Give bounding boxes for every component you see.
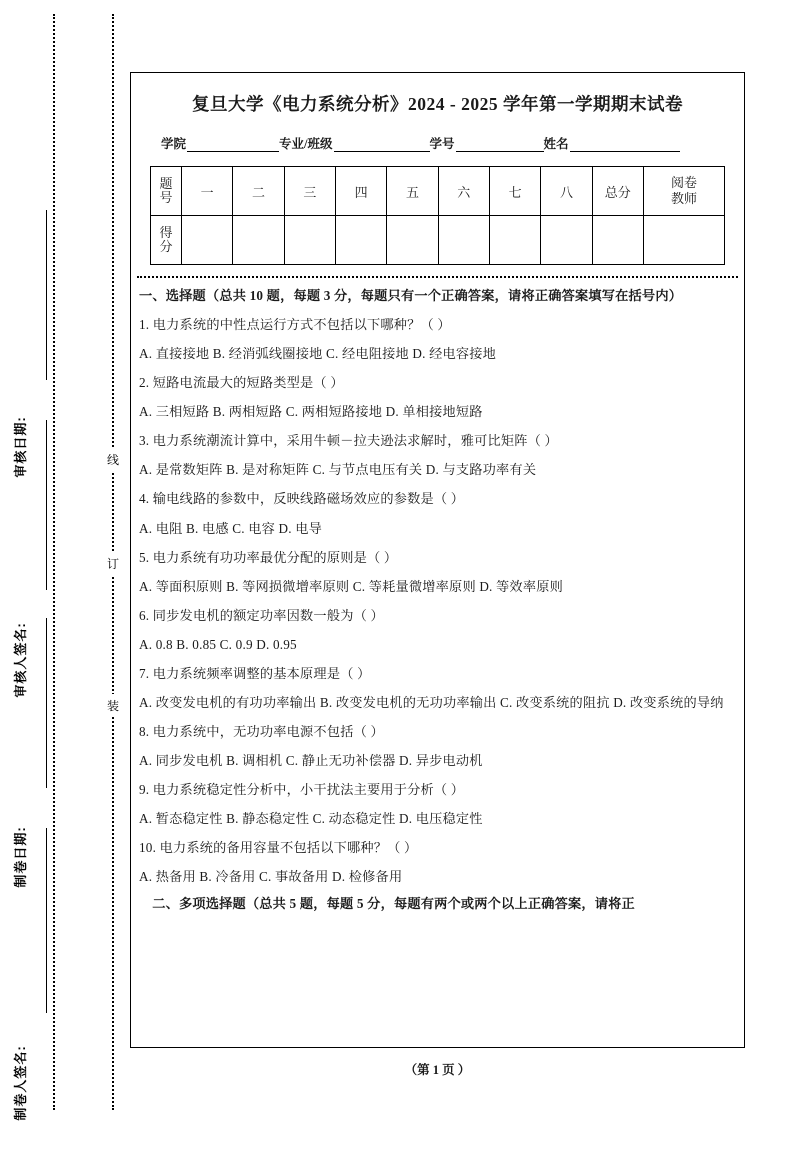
score-table-row-label-score [151, 216, 182, 265]
question-6-options: A. 0.8 B. 0.85 C. 0.9 D. 0.95 [139, 636, 297, 652]
score-col-total: 总分 [592, 167, 643, 216]
question-10-text: 10. 电力系统的备用容量不包括以下哪种？（ ） [139, 840, 418, 856]
question-9-text: 9. 电力系统稳定性分析中，小干扰法主要用于分析（ ） [139, 782, 465, 798]
field-college-blank[interactable] [187, 138, 279, 152]
outer-dotted-rule [53, 14, 55, 1110]
row-label-score-line1: 得 [159, 225, 173, 241]
question-10-options: A. 热备用 B. 冷备用 C. 事故备用 D. 检修备用 [139, 869, 403, 885]
field-major-class-label: 专业/班级 [279, 137, 333, 151]
score-col-4: 四 [335, 167, 386, 216]
field-student-id-label: 学号 [429, 137, 455, 151]
score-col-7: 七 [489, 167, 540, 216]
question-5-text: 5. 电力系统有功功率最优分配的原则是（ ） [139, 549, 398, 565]
field-college[interactable] [161, 134, 279, 152]
question-3-text: 3. 电力系统潮流计算中，采用牛顿－拉夫逊法求解时，雅可比矩阵（ ） [139, 433, 558, 449]
score-col-6: 六 [438, 167, 489, 216]
question-4-text: 4. 输电线路的参数中，反映线路磁场效应的参数是（ ） [139, 491, 465, 507]
score-cell-grader[interactable] [644, 216, 725, 265]
score-col-grader [644, 167, 725, 216]
field-major-class-blank[interactable] [334, 138, 430, 152]
exam-paper-frame [130, 72, 745, 1048]
dotted-divider [137, 276, 738, 278]
score-cell-1[interactable] [182, 216, 233, 265]
score-cell-3[interactable] [284, 216, 335, 265]
question-9-options: A. 暂态稳定性 B. 静态稳定性 C. 动态稳定性 D. 电压稳定性 [139, 811, 483, 827]
seal-char-ding: 订 [105, 552, 121, 575]
page-footer: （第 1 页 ） [404, 1063, 471, 1077]
field-name[interactable] [544, 134, 680, 152]
score-col-1: 一 [182, 167, 233, 216]
row-label-score-line2: 分 [159, 239, 173, 254]
score-table-header-row [151, 167, 725, 216]
score-col-5: 五 [387, 167, 438, 216]
question-5-options: A. 等面积原则 B. 等网损微增率原则 C. 等耗量微增率原则 D. 等效率原则 [139, 578, 563, 594]
field-student-id-blank[interactable] [456, 138, 544, 152]
question-8-text: 8. 电力系统中，无功功率电源不包括（ ） [139, 723, 384, 739]
score-col-3: 三 [284, 167, 335, 216]
section-heading-1: 一、选择题（总共 10 题，每题 3 分，每题只有一个正确答案，请将正确答案填写在括号内） [139, 288, 683, 303]
question-3-options: A. 是常数矩阵 B. 是对称矩阵 C. 与节点电压有关 D. 与支路功率有关 [139, 462, 537, 478]
question-7-options: A. 改变发电机的有功功率输出 B. 改变发电机的无功功率输出 C. 改变系统的阻抗 D. 改变系统的导纳 [139, 694, 724, 710]
margin-rule-2 [46, 420, 47, 590]
score-cell-5[interactable] [387, 216, 438, 265]
score-cell-2[interactable] [233, 216, 284, 265]
score-cell-6[interactable] [438, 216, 489, 265]
question-1-text: 1. 电力系统的中性点运行方式不包括以下哪种？（ ） [139, 317, 451, 333]
sealing-margin [0, 0, 130, 1122]
score-table [150, 166, 725, 265]
score-col-8: 八 [541, 167, 592, 216]
seal-char-zhuang: 装 [105, 694, 121, 717]
field-student-id[interactable] [430, 134, 544, 152]
question-2-options: A. 三相短路 B. 两相短路 C. 两相短路接地 D. 单相接地短路 [139, 404, 483, 420]
margin-label-produce-date: 制卷日期: [13, 826, 28, 888]
margin-label-reviewer-signature: 审核人签名: [13, 622, 28, 698]
row-label-question-line1: 题 [159, 176, 173, 192]
score-col-2: 二 [233, 167, 284, 216]
row-label-question-line2: 号 [159, 190, 173, 205]
score-cell-7[interactable] [489, 216, 540, 265]
margin-label-producer-signature: 制卷人签名: [13, 1045, 28, 1121]
page-title: 复旦大学《电力系统分析》2024 - 2025 学年第一学期期末试卷 [192, 94, 683, 114]
student-info-line [161, 134, 730, 152]
section-heading-2: 二、多项选择题（总共 5 题，每题 5 分，每题有两个或两个以上正确答案，请将正 [152, 896, 635, 912]
question-body [139, 286, 736, 914]
margin-rule-1 [46, 210, 47, 380]
score-cell-4[interactable] [335, 216, 386, 265]
score-table-value-row [151, 216, 725, 265]
margin-label-review-date: 审核日期: [13, 416, 28, 478]
grader-label-line1: 阅卷 [670, 174, 697, 190]
field-name-label: 姓名 [543, 137, 569, 151]
question-1-options: A. 直接接地 B. 经消弧线圈接地 C. 经电阻接地 D. 经电容接地 [139, 346, 497, 362]
question-2-text: 2. 短路电流最大的短路类型是（ ） [139, 375, 344, 391]
field-major-class[interactable] [279, 134, 429, 152]
question-4-options: A. 电阻 B. 电感 C. 电容 D. 电导 [139, 520, 323, 536]
score-table-row-label-question [151, 167, 182, 216]
question-8-options: A. 同步发电机 B. 调相机 C. 静止无功补偿器 D. 异步电动机 [139, 753, 483, 768]
question-6-text: 6. 同步发电机的额定功率因数一般为（ ） [139, 607, 384, 623]
score-cell-8[interactable] [541, 216, 592, 265]
question-7-text: 7. 电力系统频率调整的基本原理是（ ） [139, 665, 371, 681]
grader-label-line2: 教师 [670, 191, 697, 206]
seal-char-xian: 线 [105, 448, 121, 471]
margin-rule-4 [46, 828, 47, 1013]
field-name-blank[interactable] [570, 138, 680, 152]
field-college-label: 学院 [161, 137, 187, 151]
margin-rule-3 [46, 618, 47, 788]
score-cell-total[interactable] [592, 216, 643, 265]
